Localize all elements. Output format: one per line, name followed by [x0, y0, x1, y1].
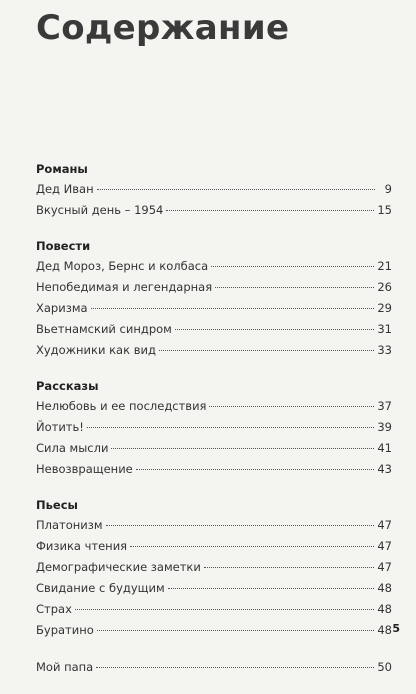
- entry-page: 9: [384, 182, 392, 196]
- toc-section-novellas: [36, 237, 392, 361]
- toc-entry: [36, 256, 392, 277]
- entry-title: Дед Иван: [36, 182, 94, 196]
- entry-page: 21: [377, 259, 392, 273]
- entry-page: 47: [377, 539, 392, 553]
- dot-leader: [166, 210, 374, 211]
- toc-entry: [36, 620, 392, 641]
- entry-page: 29: [377, 301, 392, 315]
- toc-section-appendix: [36, 657, 392, 678]
- entry-page: 50: [377, 660, 392, 674]
- entry-page: 48: [377, 623, 392, 637]
- entry-title: Нелюбовь и ее последствия: [36, 399, 207, 413]
- entry-page: 47: [377, 518, 392, 532]
- toc-section-novels: [36, 160, 392, 221]
- dot-leader: [136, 469, 375, 470]
- section-title: Пьесы: [36, 498, 78, 512]
- entry-title: Буратино: [36, 623, 94, 637]
- toc-entry: [36, 200, 392, 221]
- entry-page: 33: [377, 343, 392, 357]
- toc-entry: [36, 536, 392, 557]
- entry-page: 39: [377, 420, 392, 434]
- entry-title: Физика чтения: [36, 539, 128, 553]
- entry-title: Йотить!: [36, 420, 84, 434]
- toc-entry: [36, 515, 392, 536]
- toc-section-stories: [36, 377, 392, 480]
- page-number: 5: [392, 622, 400, 635]
- toc-entry: [36, 578, 392, 599]
- toc-section-plays: [36, 496, 392, 641]
- entry-page: 15: [377, 203, 392, 217]
- dot-leader: [159, 350, 374, 351]
- entry-title: Страх: [36, 602, 72, 616]
- entry-title: Демографические заметки: [36, 560, 201, 574]
- dot-leader: [75, 609, 374, 610]
- entry-title: Непобедимая и легендарная: [36, 280, 213, 294]
- entry-page: 37: [377, 399, 392, 413]
- entry-title: Платонизм: [36, 518, 103, 532]
- page-title: Содержание: [36, 8, 290, 48]
- dot-leader: [91, 308, 375, 309]
- toc-entry: [36, 459, 392, 480]
- entry-title: Мой папа: [36, 660, 94, 674]
- dot-leader: [87, 427, 374, 428]
- entry-title: Вьетнамский синдром: [36, 322, 172, 336]
- entry-page: 47: [377, 560, 392, 574]
- table-of-contents: [36, 160, 392, 694]
- dot-leader: [97, 630, 375, 631]
- entry-page: 31: [377, 322, 392, 336]
- dot-leader: [215, 287, 374, 288]
- entry-title: Свидание с будущим: [36, 581, 165, 595]
- toc-entry: [36, 340, 392, 361]
- entry-title: Сила мысли: [36, 441, 109, 455]
- toc-entry: [36, 396, 392, 417]
- section-title: Повести: [36, 239, 91, 253]
- entry-title: Дед Мороз, Бернс и колбаса: [36, 259, 209, 273]
- entry-title: Харизма: [36, 301, 88, 315]
- entry-page: 48: [377, 581, 392, 595]
- dot-leader: [209, 406, 374, 407]
- entry-page: 26: [377, 280, 392, 294]
- toc-entry: [36, 417, 392, 438]
- entry-page: 48: [377, 602, 392, 616]
- dot-leader: [168, 588, 375, 589]
- toc-entry: [36, 179, 392, 200]
- toc-entry: [36, 657, 392, 678]
- toc-entry: [36, 599, 392, 620]
- toc-entry: [36, 438, 392, 459]
- entry-title: Художники как вид: [36, 343, 156, 357]
- toc-entry: [36, 298, 392, 319]
- dot-leader: [130, 546, 374, 547]
- dot-leader: [97, 189, 375, 190]
- toc-entry: [36, 319, 392, 340]
- dot-leader: [111, 448, 374, 449]
- dot-leader: [211, 266, 374, 267]
- entry-page: 41: [377, 441, 392, 455]
- toc-entry: [36, 277, 392, 298]
- entry-title: Вкусный день – 1954: [36, 203, 164, 217]
- section-title: Рассказы: [36, 379, 99, 393]
- dot-leader: [106, 525, 375, 526]
- toc-entry: [36, 557, 392, 578]
- dot-leader: [204, 567, 375, 568]
- entry-title: Невозвращение: [36, 462, 133, 476]
- dot-leader: [96, 667, 374, 668]
- section-title: Романы: [36, 162, 88, 176]
- entry-page: 43: [377, 462, 392, 476]
- dot-leader: [175, 329, 375, 330]
